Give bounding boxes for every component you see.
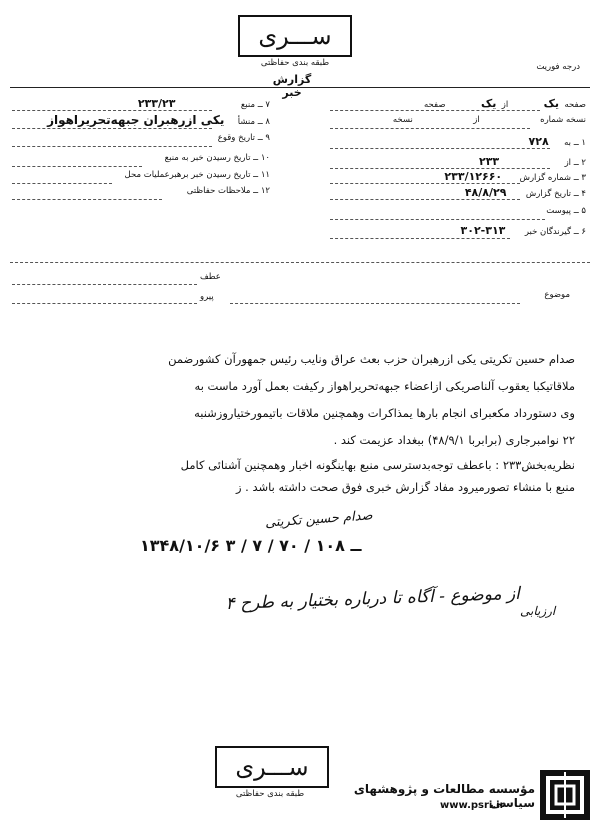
- institute-website: www.psri.ir: [440, 800, 505, 811]
- body-line: صدام حسین تکریتی یکی ازرهبران حزب بعث عراق ونایب رئیس جمهورآن کشورضمن: [168, 352, 575, 366]
- classification-label-bottom: طبقه بندی حفاظتی: [235, 789, 305, 799]
- remarks-row: ۱۲ ــ ملاحظات حفاظتی: [186, 186, 270, 196]
- classification-label-top: طبقه بندی حفاظتی: [260, 58, 330, 68]
- arrival-source-row: ۱۰ ــ تاریخ رسیدن خبر به منبع: [164, 153, 270, 163]
- body-line: ۲۲ نوامبرجاری (برابربا ۴۸/۹/۱) ببغداد عزیمت کند .: [333, 433, 575, 447]
- institute-emblem-icon: [540, 770, 590, 820]
- peyro-label: پیرو: [200, 292, 214, 302]
- page-row: صفحه یک از یک صفحه: [423, 97, 586, 110]
- header-rule: [10, 87, 590, 88]
- report-title: گزارش خبر: [272, 73, 312, 99]
- atf-label: عطف: [200, 272, 221, 282]
- institute-name: مؤسسه مطالعات و پژوهشهای سیاسی: [353, 782, 535, 810]
- handwritten-signature: صدام حسین تکریتی: [264, 508, 373, 531]
- body-line: وی دستورداد مکعبرای انجام بارها یمذاکرات وهمچنین ملاقات باتیمورختیاروزشنبه: [194, 406, 575, 420]
- body-line: منبع با منشاء تصورمیرود مفاد گزارش خبری فوق صحت داشته باشد . ز: [235, 480, 575, 494]
- origin-row: ۸ ــ منشأ یکی ازرهبران جبهه‌تحریراهواز: [47, 113, 270, 127]
- institute-logo: [540, 770, 590, 820]
- report-body: [95, 346, 575, 498]
- handwritten-bottom-note: از موضوع - آگاه تا درباره بختیار به طرح ۴: [225, 583, 521, 615]
- recipients-row: ۶ ــ گیرندگان خبر ۳۱۳-۳۰۲: [460, 224, 586, 237]
- report-number-row: ۳ ــ شماره گزارش ۲۳۳/۱۲۶۶۰: [444, 170, 586, 183]
- section-divider: [10, 262, 590, 263]
- from-row: ۲ ــ از ۲۳۳: [479, 155, 586, 168]
- handwritten-margin-note: ارزیابی: [520, 604, 556, 618]
- copy-row: نسخه شماره از نسخه: [392, 115, 586, 125]
- event-date-row: ۹ ــ تاریخ وقوع: [217, 133, 270, 143]
- report-date-row: ۴ ــ تاریخ گزارش ۴۸/۸/۲۹: [464, 186, 586, 199]
- stamp-text: ســـری: [235, 753, 309, 781]
- subject-label: موضوع: [544, 290, 570, 300]
- body-line: نظریه‌بخش۲۳۳ : باعطف توجه‌بدسترسی منبع بهاینگونه اخبار وهمچنین آشنائی کامل: [180, 458, 575, 472]
- to-row: ۱ ــ به ۷۲۸: [528, 135, 586, 148]
- attachment-row: ۵ ــ پیوست: [546, 206, 586, 216]
- urgency-label: درجه فوریت: [536, 62, 580, 72]
- date-stamp-line: ۱۳۴۸/۱۰/۶ ــ ۱۰۸ / ۷۰ / ۷ / ۳: [140, 536, 362, 555]
- classification-stamp-bottom: [215, 746, 329, 788]
- classification-stamp-top: [238, 15, 352, 57]
- stamp-text: ســـری: [258, 22, 332, 50]
- arrival-local-row: ۱۱ ــ تاریخ رسیدن خبر برهبرعملیات محل: [124, 170, 270, 180]
- body-line: ملاقاتیکبا یعقوب آلناصریکی ازاعضاء جبهه‌تحریراهواز رکیفت بعمل آورد ماست به: [194, 379, 575, 393]
- source-row: ۷ ــ منبع ۲۳۳/۲۳: [137, 97, 270, 110]
